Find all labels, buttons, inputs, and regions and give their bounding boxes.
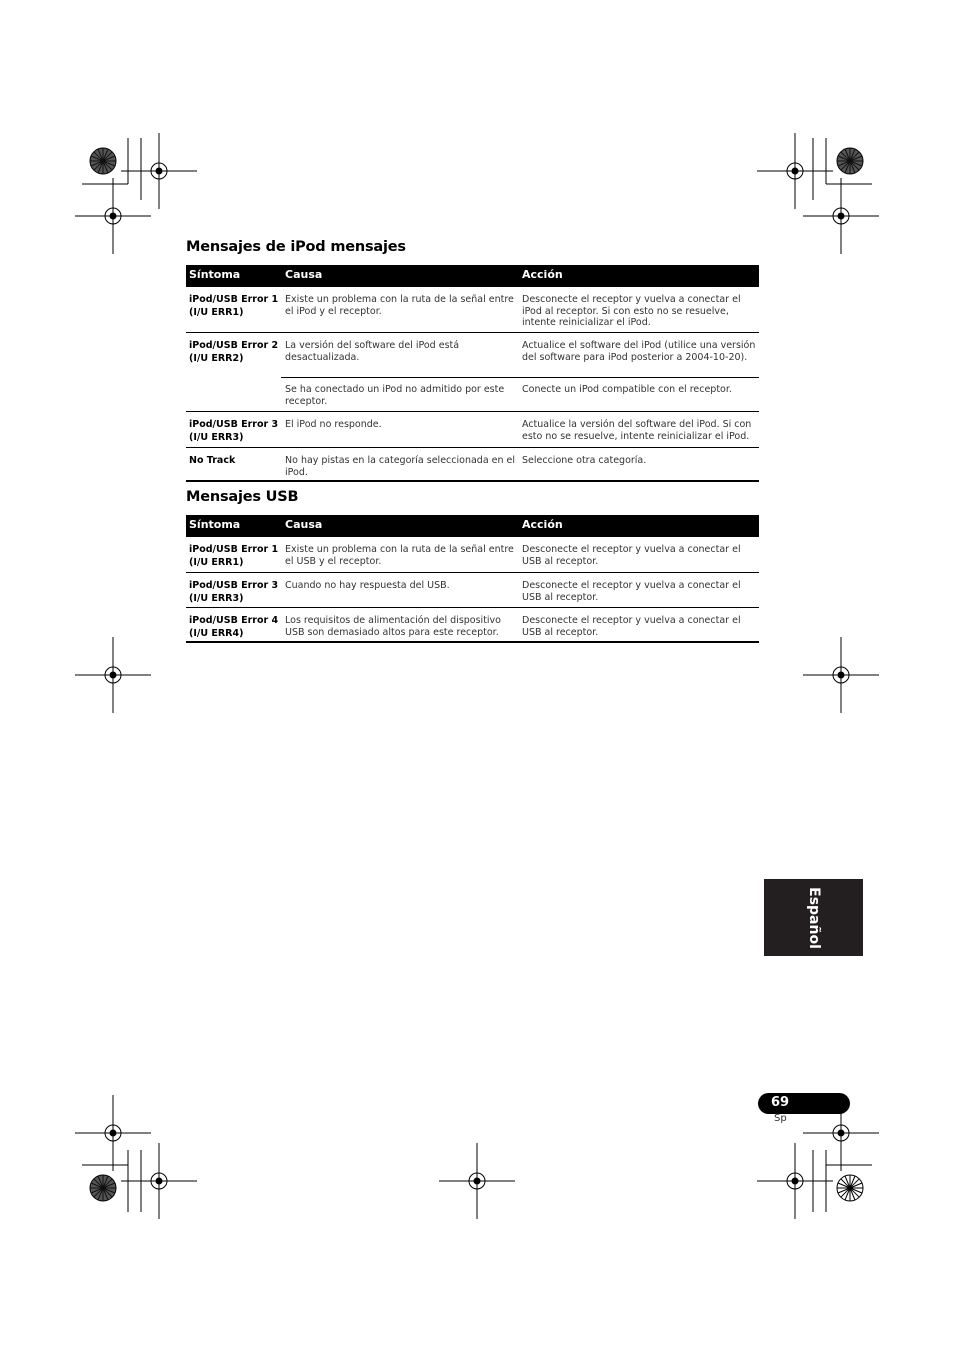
header-accion: Acción xyxy=(522,518,563,531)
header-causa: Causa xyxy=(285,518,323,531)
section-title-usb: Mensajes USB xyxy=(186,489,299,505)
row-cause: Cuando no hay respuesta del USB. xyxy=(285,580,450,591)
table-row xyxy=(186,377,759,412)
usb-messages-table xyxy=(186,515,759,643)
header-causa: Causa xyxy=(285,268,323,281)
row-action: Desconecte el receptor y vuelva a conectar el USB al receptor. xyxy=(522,615,741,638)
row-symptom: iPod/USB Error 3 (I/U ERR3) xyxy=(189,580,279,604)
table-header xyxy=(186,515,759,537)
row-symptom: iPod/USB Error 2 (I/U ERR2) xyxy=(189,340,279,364)
row-symptom: iPod/USB Error 1 (I/U ERR1) xyxy=(189,544,279,568)
page-number: 69 xyxy=(771,1095,790,1110)
header-sintoma: Síntoma xyxy=(189,518,241,531)
table-row xyxy=(186,287,759,333)
row-symptom: iPod/USB Error 4 (I/U ERR4) xyxy=(189,615,279,639)
table-row xyxy=(186,537,759,573)
row-cause: Los requisitos de alimentación del dispositivo USB son demasiado altos para este receptor. xyxy=(285,615,501,638)
header-accion: Acción xyxy=(522,268,563,281)
row-action: Actualice la versión del software del iPod. Si con esto no se resuelve, intente reinicializar el iPod. xyxy=(522,419,752,442)
ipod-messages-table xyxy=(186,265,759,482)
row-symptom: iPod/USB Error 3 (I/U ERR3) xyxy=(189,419,279,443)
row-action: Desconecte el receptor y vuelva a conectar el iPod al receptor. Si con esto no se resuelve, intente reinicializar el iPod. xyxy=(522,294,741,328)
table-row xyxy=(186,448,759,482)
row-cause: El iPod no responde. xyxy=(285,419,382,430)
row-symptom: iPod/USB Error 1 (I/U ERR1) xyxy=(189,294,279,318)
table-row xyxy=(186,333,759,377)
section-title-ipod: Mensajes de iPod mensajes xyxy=(186,239,406,255)
table-row xyxy=(186,573,759,608)
header-sintoma: Síntoma xyxy=(189,268,241,281)
row-cause: Se ha conectado un iPod no admitido por este receptor. xyxy=(285,384,505,407)
language-tab-label: Español xyxy=(805,886,822,949)
row-action: Actualice el software del iPod (utilice una versión del software para iPod posterior a 2004-10-20). xyxy=(522,340,756,363)
row-cause: Existe un problema con la ruta de la señal entre el USB y el receptor. xyxy=(285,544,514,567)
table-row xyxy=(186,608,759,643)
row-cause: Existe un problema con la ruta de la señal entre el iPod y el receptor. xyxy=(285,294,514,317)
row-action: Desconecte el receptor y vuelva a conectar el USB al receptor. xyxy=(522,544,741,567)
row-cause: La versión del software del iPod está desactualizada. xyxy=(285,340,460,363)
row-cause: No hay pistas en la categoría seleccionada en el iPod. xyxy=(285,455,516,478)
page-language-code: Sp xyxy=(774,1113,787,1124)
row-action: Conecte un iPod compatible con el receptor. xyxy=(522,384,732,395)
row-action: Seleccione otra categoría. xyxy=(522,455,647,466)
page-number-badge xyxy=(758,1093,850,1114)
table-header xyxy=(186,265,759,287)
language-tab xyxy=(764,879,863,956)
row-action: Desconecte el receptor y vuelva a conectar el USB al receptor. xyxy=(522,580,741,603)
table-row xyxy=(186,412,759,448)
row-symptom: No Track xyxy=(189,455,236,466)
